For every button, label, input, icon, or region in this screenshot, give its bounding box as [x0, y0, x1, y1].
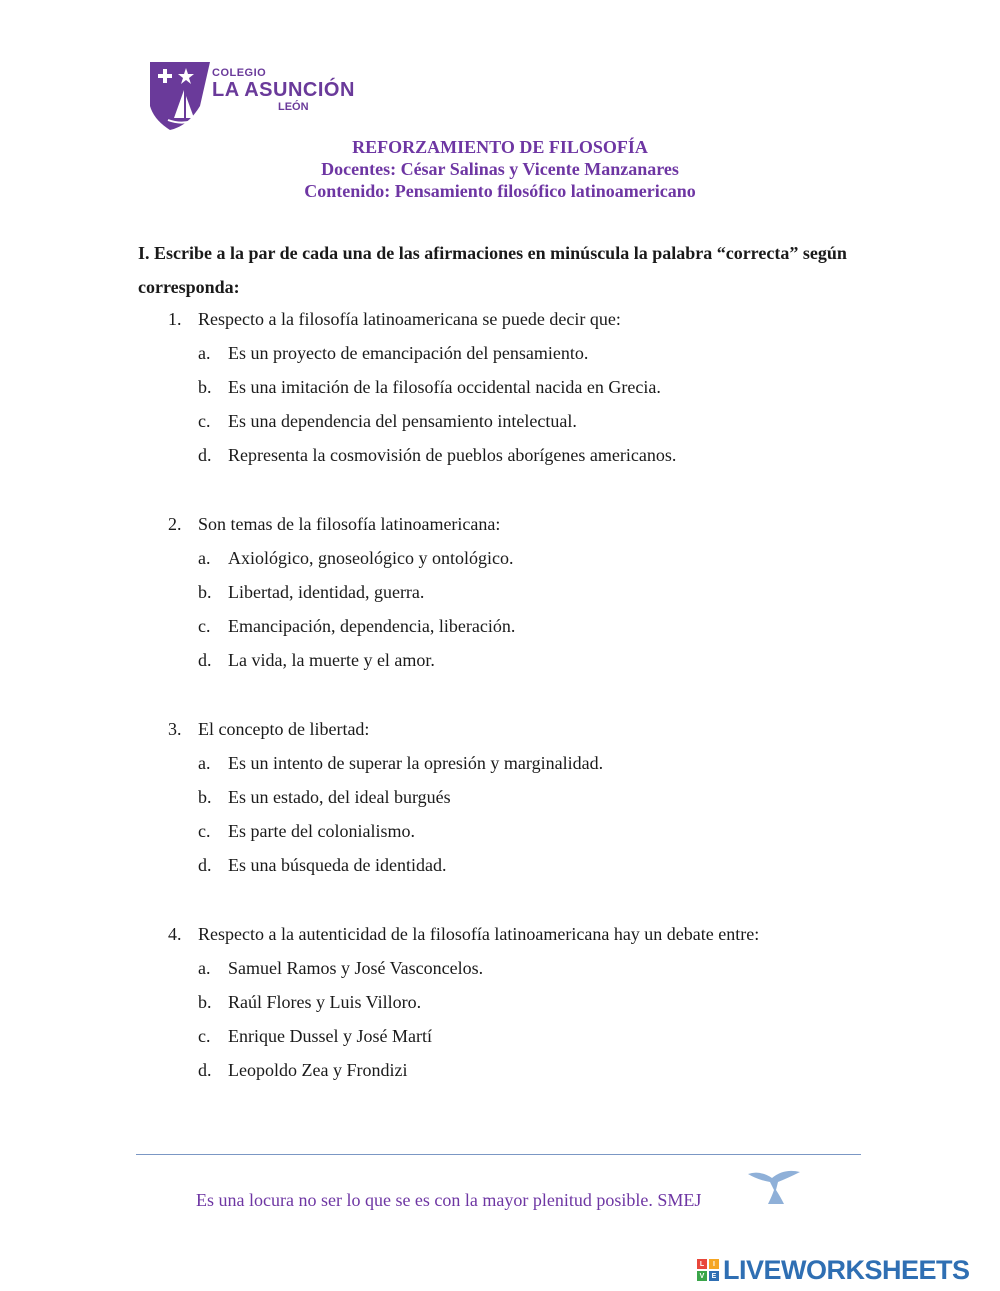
question-number: 4.	[168, 923, 182, 944]
option-text: Samuel Ramos y José Vasconcelos.	[228, 957, 484, 978]
option-letter: a.	[198, 547, 211, 568]
answer-option	[168, 336, 888, 370]
question-stem	[168, 507, 888, 541]
liveworksheets-logo-icon	[697, 1259, 719, 1281]
question-stem	[168, 917, 888, 951]
document-title: REFORZAMIENTO DE FILOSOFÍA	[352, 137, 648, 157]
answer-option	[168, 438, 888, 472]
liveworksheets-watermark	[697, 1255, 970, 1285]
dove-emblem-icon	[744, 1166, 804, 1208]
question-list	[168, 302, 888, 1122]
question-number: 3.	[168, 718, 182, 739]
question-text: Respecto a la autenticidad de la filosofía latinoamericana hay un debate entre:	[198, 923, 760, 944]
option-text: Es parte del colonialismo.	[228, 820, 415, 841]
question-1	[168, 302, 888, 472]
school-name-line2: LA ASUNCIÓN	[212, 79, 355, 101]
option-letter: b.	[198, 581, 212, 602]
answer-option	[168, 1019, 888, 1053]
logo-block: E	[709, 1271, 719, 1281]
logo-block: L	[697, 1259, 707, 1269]
option-letter: d.	[198, 649, 212, 670]
option-text: Emancipación, dependencia, liberación.	[228, 615, 516, 636]
question-4	[168, 917, 888, 1087]
logo-block: I	[709, 1259, 719, 1269]
option-letter: a.	[198, 342, 211, 363]
option-text: Leopoldo Zea y Frondizi	[228, 1059, 408, 1080]
answer-option	[168, 951, 888, 985]
question-text: El concepto de libertad:	[198, 718, 370, 739]
question-number: 1.	[168, 308, 182, 329]
option-letter: c.	[198, 1025, 211, 1046]
school-name	[212, 68, 355, 113]
option-text: Enrique Dussel y José Martí	[228, 1025, 432, 1046]
shield-icon	[148, 60, 218, 132]
option-letter: d.	[198, 854, 212, 875]
option-letter: d.	[198, 1059, 212, 1080]
answer-option	[168, 780, 888, 814]
option-letter: c.	[198, 820, 211, 841]
document-header	[0, 136, 1000, 202]
answer-option	[168, 370, 888, 404]
option-letter: b.	[198, 376, 212, 397]
answer-option	[168, 1053, 888, 1087]
footer-divider	[136, 1154, 861, 1155]
footer-quote: Es una locura no ser lo que se es con la mayor plenitud posible. SMEJ	[196, 1190, 702, 1210]
answer-option	[168, 985, 888, 1019]
school-name-line1: COLEGIO	[212, 67, 267, 79]
option-letter: c.	[198, 410, 211, 431]
answer-option	[168, 814, 888, 848]
question-text: Respecto a la filosofía latinoamericana se puede decir que:	[198, 308, 621, 329]
content-line: Contenido: Pensamiento filosófico latinoamericano	[304, 181, 696, 201]
liveworksheets-wordmark: LIVEWORKSHEETS	[723, 1254, 970, 1285]
question-text: Son temas de la filosofía latinoamericana:	[198, 513, 501, 534]
option-text: Es una búsqueda de identidad.	[228, 854, 447, 875]
instructions: I. Escribe a la par de cada una de las afirmaciones en minúscula la palabra “correcta” según corresponda:	[138, 243, 847, 297]
answer-option	[168, 643, 888, 677]
teachers-line: Docentes: César Salinas y Vicente Manzanares	[321, 159, 679, 179]
answer-option	[168, 609, 888, 643]
question-3	[168, 712, 888, 882]
option-text: La vida, la muerte y el amor.	[228, 649, 435, 670]
option-letter: b.	[198, 991, 212, 1012]
option-text: Es un intento de superar la opresión y marginalidad.	[228, 752, 604, 773]
question-stem	[168, 712, 888, 746]
option-letter: a.	[198, 957, 211, 978]
answer-option	[168, 848, 888, 882]
answer-option	[168, 575, 888, 609]
logo-block: V	[697, 1271, 707, 1281]
answer-option	[168, 746, 888, 780]
option-letter: c.	[198, 615, 211, 636]
option-text: Es un estado, del ideal burgués	[228, 786, 451, 807]
school-name-line3: LEÓN	[278, 101, 309, 113]
option-text: Es un proyecto de emancipación del pensamiento.	[228, 342, 589, 363]
option-letter: a.	[198, 752, 211, 773]
option-text: Es una imitación de la filosofía occidental nacida en Grecia.	[228, 376, 661, 397]
option-text: Axiológico, gnoseológico y ontológico.	[228, 547, 514, 568]
answer-option	[168, 541, 888, 575]
question-stem	[168, 302, 888, 336]
answer-option	[168, 404, 888, 438]
question-number: 2.	[168, 513, 182, 534]
option-text: Raúl Flores y Luis Villoro.	[228, 991, 422, 1012]
option-text: Es una dependencia del pensamiento intelectual.	[228, 410, 577, 431]
option-text: Libertad, identidad, guerra.	[228, 581, 425, 602]
option-text: Representa la cosmovisión de pueblos aborígenes americanos.	[228, 444, 677, 465]
option-letter: b.	[198, 786, 212, 807]
question-2	[168, 507, 888, 677]
option-letter: d.	[198, 444, 212, 465]
